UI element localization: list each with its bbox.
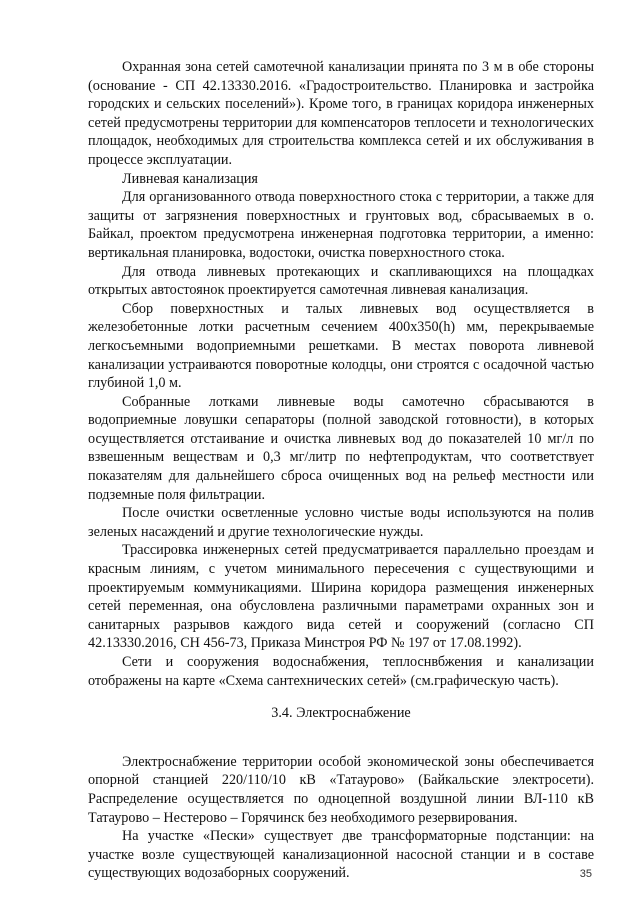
paragraph-sewer-protection-zone: Охранная зона сетей самотечной канализации принята по 3 м в обе стороны (основание - СП 42.13330.2016. «Градостроительство. Планировка и застройка городских и сельских поселений»). Кроме того, в границах коридора инженерных сетей предусмотрены территории для компенсаторов теплосети и технологических площадок, необходимых для строительства комплекса сетей и их обслуживания в процессе эксплуатации. <box>88 59 594 168</box>
paragraph-separators: Собранные лотками ливневые воды самотечно сбрасываются в водоприемные ловушки сепараторы (полной заводской готовности), в которых осуществляется отстаивание и очистка ливневых вод до показателей 10 мг/л по взвешенным веществам и 0,3 мг/литр по нефтепродуктам, что соответствует показателям для дальнейшего сброса очищенных вод на рельеф местности или подземные поля фильтрации. <box>88 393 594 503</box>
paragraph-network-routing: Трассировка инженерных сетей предусматривается параллельно проездам и красным линиям, с учетом минимального пересечения с существующими и проектируемым коммуникациями. Ширина коридора размещения инженерных сетей переменная, она обусловлена различными параметрами охранных зон и санитарных разрывов каждого вида сетей и сооружений (согласно СП 42.13330.2016, СН 456-73, Приказа Минстроя РФ № 197 от 17.08.1992). <box>88 542 594 652</box>
section-heading-power-supply: 3.4. Электроснабжение <box>271 705 411 722</box>
page-number: 35 <box>579 868 592 880</box>
document-page <box>88 58 594 883</box>
paragraph-collection-trays: Сбор поверхностных и талых ливневых вод осуществляется в железобетонные лотки расчетным сечением 400х350(h) мм, перекрываемые легкосъемными водоприемными решетками. В местах поворота ливневой канализации устраиваются поворотные колодцы, они строятся с осадочной частью глубиной 1,0 м. <box>88 300 594 392</box>
paragraph-parking-drainage: Для отвода ливневых протекающих и скапливающихся на площадках открытых автостоянок проектируется самотечная ливневая канализация. <box>88 263 594 299</box>
section-label-storm-sewer: Ливневая канализация <box>122 170 258 187</box>
paragraph-power-source: Электроснабжение территории особой экономической зоны обеспечивается опорной станцией 220/110/10 кВ «Татаурово» (Байкальские электросети). Распределение осуществляется по одноцепной воздушной линии ВЛ-110 кВ Татаурово – Нестерово – Горячинск без необходимого резервирования. <box>88 753 594 826</box>
paragraph-map-reference: Сети и сооружения водоснабжения, теплоснвбжения и канализации отображены на карте «Схема сантехнических сетей» (см.графическую часть). <box>88 654 594 689</box>
paragraph-surface-runoff: Для организованного отвода поверхностного стока с территории, а также для защиты от загрязнения поверхностных и грунтовых вод, сбрасываемых в о. Байкал, проектом предусмотрена инженерная подготовка территории, а именно: вертикальная планировка, водостоки, очистка поверхностного стока. <box>88 189 594 261</box>
paragraph-reuse-water: После очистки осветленные условно чистые воды используются на полив зеленых насаждений и другие технологические нужды. <box>88 505 594 540</box>
paragraph-substations: На участке «Пески» существует две трансформаторные подстанции: на участке возле существующей канализационной насосной станции и в составе существующих водозаборных сооружений. <box>88 828 594 882</box>
